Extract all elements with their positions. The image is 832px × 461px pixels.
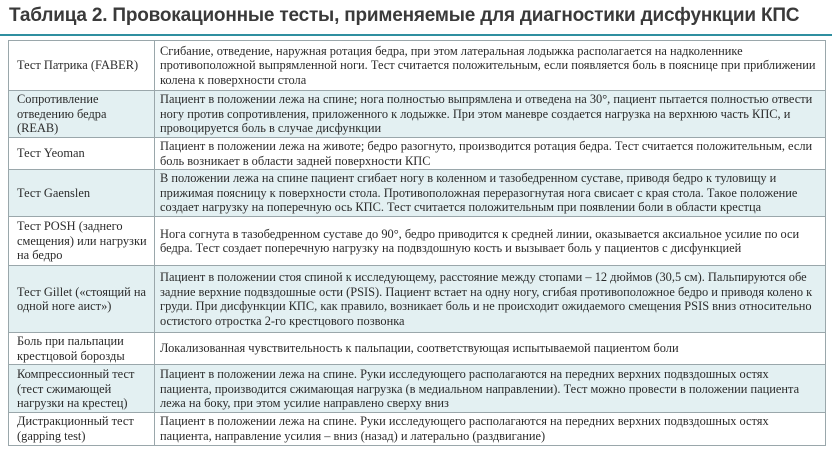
table-title: Таблица 2. Провокационные тесты, применяемые для диагностики дисфункции КПС xyxy=(9,5,800,26)
table-row xyxy=(9,217,826,266)
table-row xyxy=(9,365,826,413)
test-description-cell: Нога согнута в тазобедренном суставе до 90°, бедро приводится к средней линии, оказывается аксиальное усилие по оси бедра. Тест создает поперечную нагрузку на подвздошную кость и вызывает боль у пациентов с дисфункцией xyxy=(155,217,826,266)
test-name-cell: Тест Патрика (FABER) xyxy=(9,41,155,91)
table-row xyxy=(9,41,826,91)
test-name-cell: Тест Gillet («стоящий на одной ноге аист») xyxy=(9,266,155,333)
test-description-cell: Пациент в положении лежа на спине. Руки исследующего располагаются на передних верхних подвздошных остях пациента, направление усилия – вниз (назад) и латерально (раздвигание) xyxy=(155,413,826,445)
table-row xyxy=(9,333,826,365)
test-description-cell: Пациент в положении лежа на спине. Руки исследующего располагаются на передних верхних подвздошных остях пациента, производится сжимающая нагрузка (в медиальном направлении). Тест можно провести в положении пациента лежа на боку, при этом усилие направлено сверху вниз xyxy=(155,365,826,413)
test-name-cell: Боль при пальпации крестцовой борозды xyxy=(9,333,155,365)
table-row xyxy=(9,413,826,445)
test-name-cell: Компрессионный тест (тест сжимающей нагрузки на крестец) xyxy=(9,365,155,413)
provocation-tests-table xyxy=(8,40,826,446)
test-description-cell: Пациент в положении лежа на животе; бедро разогнуто, производится ротация бедра. Тест считается положительным, если боль возникает в области задней поверхности КПС xyxy=(155,138,826,170)
table-row xyxy=(9,91,826,138)
test-name-cell: Дистракционный тест (gapping test) xyxy=(9,413,155,445)
test-name-cell: Сопротивление отведению бедра (REAB) xyxy=(9,91,155,138)
test-description-cell: Локализованная чувствительность к пальпации, соответствующая испытываемой пациентом боли xyxy=(155,333,826,365)
test-name-cell: Тест Yeoman xyxy=(9,138,155,170)
test-description-cell: Сгибание, отведение, наружная ротация бедра, при этом латеральная лодыжка располагается на надколеннике противоположной выпрямленной ноги. Тест считается положительным, если появляется боль в пояснице при приближении колена к поверхности стола xyxy=(155,41,826,91)
test-description-cell: Пациент в положении лежа на спине; нога полностью выпрямлена и отведена на 30°, пациент пытается полностью отвести ногу против сопротивления, приложенного к лодыжке. При этом маневре создается нагрузка на верхнюю часть КПС, и провоцируется боль в случае дисфункции xyxy=(155,91,826,138)
test-name-cell: Тест POSH (заднего смещения) или нагрузки на бедро xyxy=(9,217,155,266)
test-description-cell: Пациент в положении стоя спиной к исследующему, расстояние между стопами – 12 дюймов (30,5 см). Пальпируются обе задние верхние подвздошные ости (PSIS). Пациент встает на одну ногу, сгибая противоположное бедро и приводя колено к груди. При дисфункции КПС, как правило, возникает боль и не происходит ожидаемого смещения PSIS вниз относительно остистого отростка 2-го крестцового позвонка xyxy=(155,266,826,333)
table-row xyxy=(9,170,826,217)
test-name-cell: Тест Gaenslen xyxy=(9,170,155,217)
table-row xyxy=(9,266,826,333)
test-description-cell: В положении лежа на спине пациент сгибает ногу в коленном и тазобедренном суставе, приводя бедро к туловищу и прижимая поясницу к поверхности стола. Противоположная переразогнутая нога свисает с края стола. Такое положение создает нагрузку на поперечную ось КПС. Тест считается положительным при появлении боли в области крестца xyxy=(155,170,826,217)
title-bar xyxy=(0,0,832,36)
table-row xyxy=(9,138,826,170)
